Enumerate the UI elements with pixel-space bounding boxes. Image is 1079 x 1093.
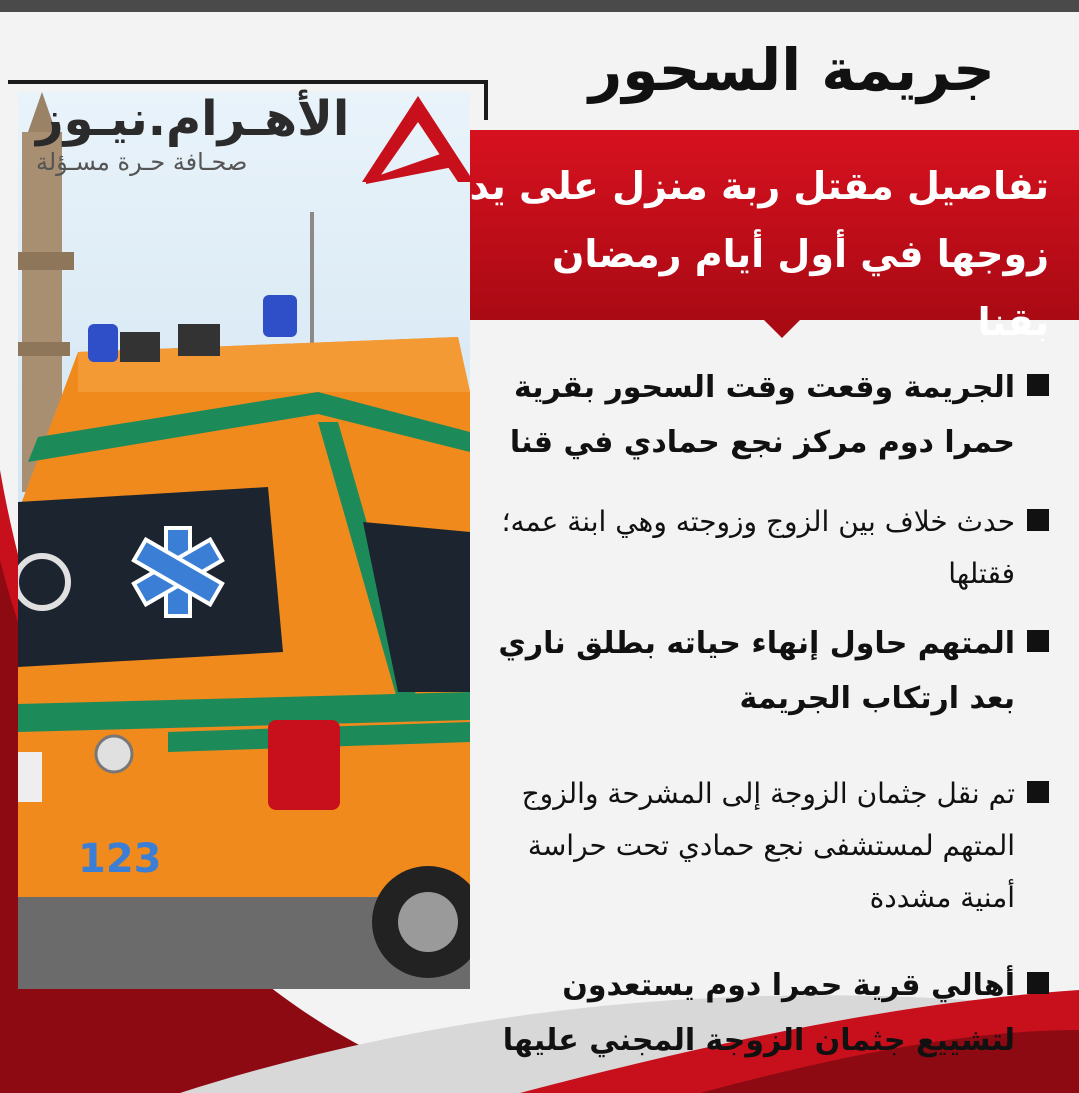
bullet-item <box>489 496 1049 600</box>
bullet-square-icon <box>1027 630 1049 652</box>
bullet-square-icon <box>1027 781 1049 803</box>
logo-tagline: صحـافة حـرة مسـؤلة <box>36 148 248 176</box>
brand-logo <box>36 90 476 186</box>
logo-name: الأهـرام.نيـوز <box>36 91 350 147</box>
page-title: جريمة السحور <box>588 36 995 104</box>
bullet-text: تم نقل جثمان الزوجة إلى المشرحة والزوج المتهم لمستشفى نجع حمادي تحت حراسة أمنية مشددة <box>521 777 1015 914</box>
frame-line-top <box>8 80 488 84</box>
pyramid-icon <box>362 92 474 184</box>
bullet-text: المتهم حاول إنهاء حياته بطلق ناري بعد ارتكاب الجريمة <box>498 626 1015 716</box>
bullet-square-icon <box>1027 509 1049 531</box>
bullet-item <box>489 360 1049 470</box>
bullet-text: الجريمة وقعت وقت السحور بقرية حمرا دوم مركز نجع حمادي في قنا <box>509 370 1015 460</box>
frame-line-right <box>484 80 488 120</box>
bullet-text: حدث خلاف بين الزوج وزوجته وهي ابنة عمه؛ فقتلها <box>501 505 1015 590</box>
bullet-square-icon <box>1027 972 1049 994</box>
vehicle-number: 123 <box>78 836 162 882</box>
ambulance-photo <box>18 92 470 989</box>
bullet-item <box>489 958 1049 1068</box>
bullet-square-icon <box>1027 374 1049 396</box>
subtitle: تفاصيل مقتل ربة منزل على يد زوجها في أول أيام رمضان بقنا <box>469 164 1049 344</box>
bullet-item <box>489 768 1049 924</box>
bullet-list <box>489 360 1049 1068</box>
bullet-text: أهالي قرية حمرا دوم يستعدون لتشييع جثمان الزوجة المجني عليها <box>502 968 1015 1058</box>
bullet-item <box>489 616 1049 726</box>
